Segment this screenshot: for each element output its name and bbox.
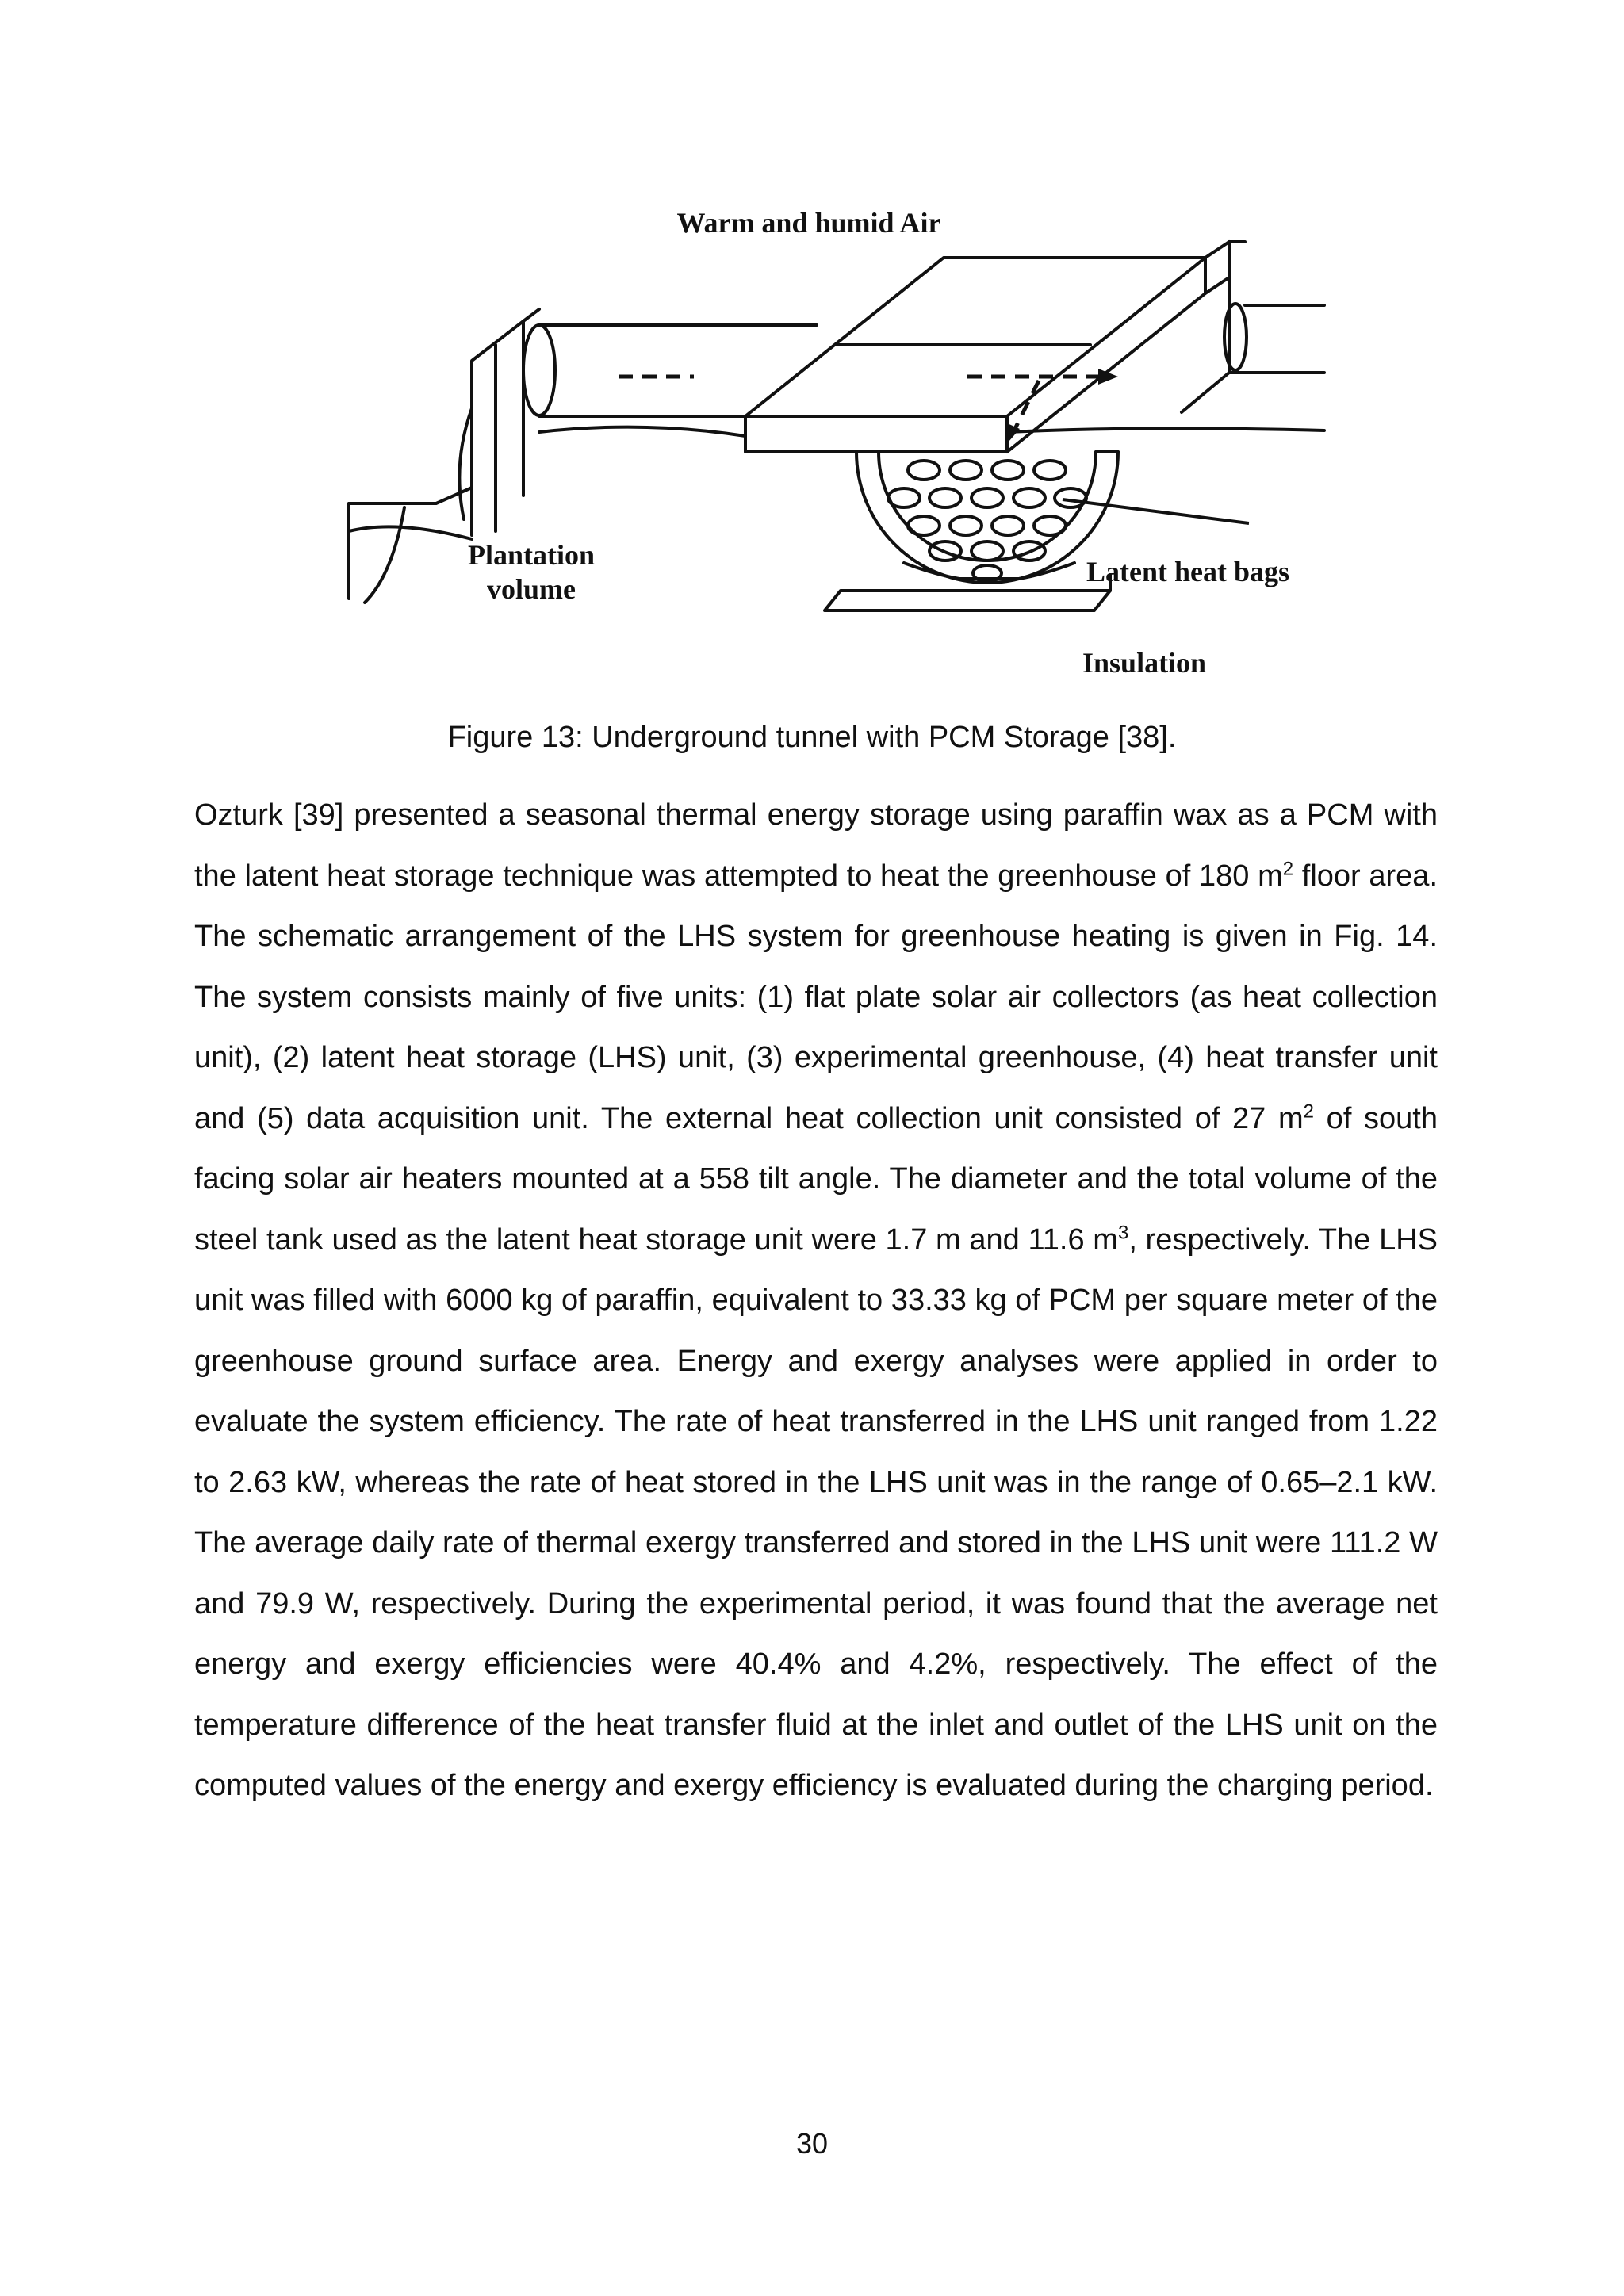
figure-13 (301, 178, 1332, 718)
tunnel-diagram (301, 178, 1332, 718)
body-paragraph (194, 785, 1438, 1816)
page-number: 30 (795, 2127, 829, 2160)
label-latent-heat-bags: Latent heat bags (1086, 556, 1290, 587)
text-run-4: , respectively. The LHS unit was filled with 6000 kg of paraffin, equivalent to 33.33 kg of PCM per square meter of the greenhouse ground surface area. Energy and exergy analyses were applied in order to evaluate the system efficiency. The rate of heat transferred in the LHS unit ranged from 1.22 to 2.63 kW, whereas the rate of heat stored in the LHS unit was in the range of 0.65–2.1 kW. The average daily rate of thermal exergy transferred and stored in the LHS unit were 111.2 W and 79.9 W, respectively. During the experimental period, it was found that the average net energy and exergy efficiencies were 40.4% and 4.2%, respectively. The effect of the temperature difference of the heat transfer fluid at the inlet and outlet of the LHS unit on the computed values of the energy and exergy efficiency is evaluated during the charging period. (194, 1223, 1438, 1802)
label-plantation: Plantation (467, 539, 596, 571)
superscript-2: 2 (1303, 1100, 1315, 1122)
superscript-1: 2 (1282, 857, 1294, 879)
text-run-1: Ozturk [39] presented a seasonal thermal energy storage using paraffin wax as a PCM with the latent heat storage technique was attempted to heat the greenhouse of 180 m (194, 798, 1438, 893)
text-run-2: floor area. The schematic arrangement of the LHS system for greenhouse heating is given in Fig. 14. The system consists mainly of five units: (1) flat plate solar air collectors (as heat collection unit), (2) latent heat storage (LHS) unit, (3) experimental greenhouse, (4) heat transfer unit and (5) data acquisition unit. The external heat collection unit consisted of 27 m (194, 859, 1438, 1135)
label-insulation: Insulation (1082, 647, 1207, 679)
text-run-3: of south facing solar air heaters mounted at a 558 tilt angle. The diameter and the total volume of the steel tank used as the latent heat storage unit were 1.7 m and 11.6 m (194, 1101, 1438, 1257)
paragraph-text (194, 785, 1438, 1816)
label-warm-humid-air: Warm and humid Air (676, 207, 941, 239)
figure-caption: Figure 13: Underground tunnel with PCM Storage [38]. (447, 721, 1177, 754)
label-volume: volume (487, 573, 576, 605)
superscript-3: 3 (1117, 1221, 1129, 1243)
